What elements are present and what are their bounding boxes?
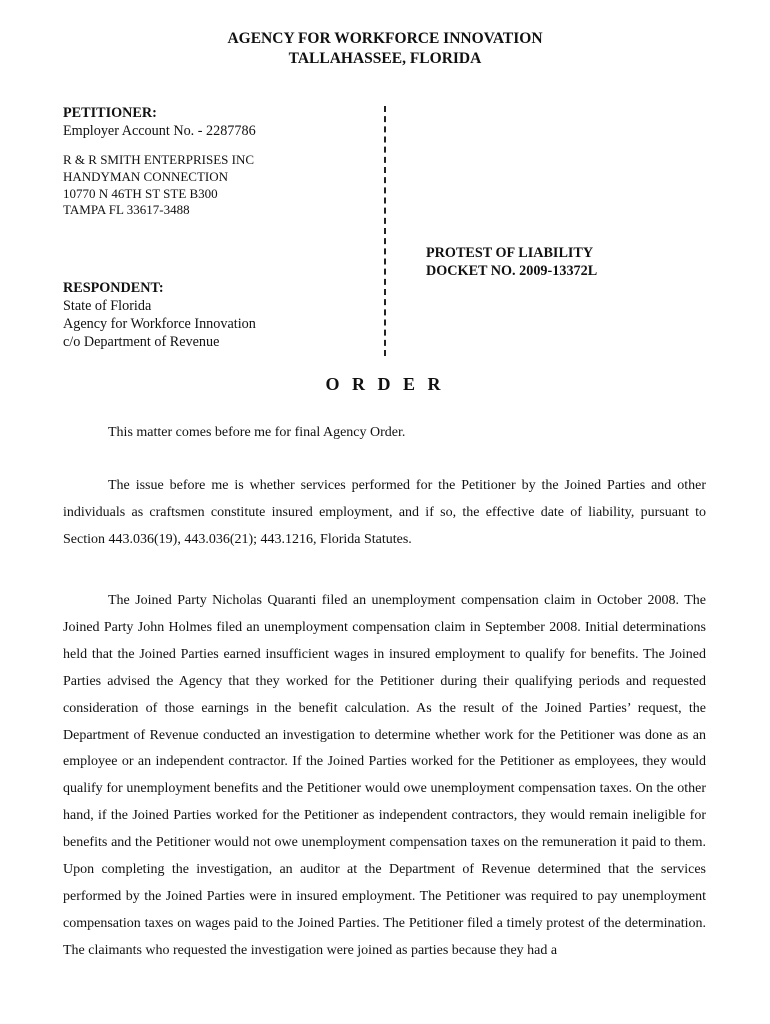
document-header — [0, 29, 770, 69]
address-line: R & R SMITH ENTERPRISES INC — [63, 152, 255, 167]
paragraph-text: The issue before me is whether services performed for the Petitioner by the Joined Parties and other individuals as craftsmen constitute insured employment, and if so, the effective date of liability, pursuant to Section 443.036(19), 443.036(21); 443.1216, Florida Statutes. — [63, 478, 706, 547]
respondent-line: Agency for Workforce Innovation — [63, 316, 256, 332]
paragraph-text: This matter comes before me for final Agency Order. — [108, 425, 406, 440]
docket-number: DOCKET NO. 2009-13372L — [426, 263, 598, 279]
employer-account: Employer Account No. - 2287786 — [63, 123, 256, 139]
case-type: PROTEST OF LIABILITY — [426, 245, 594, 261]
agency-name: AGENCY FOR WORKFORCE INNOVATION — [227, 30, 543, 47]
respondent-line: State of Florida — [63, 298, 152, 314]
respondent-block — [63, 279, 363, 351]
order-paragraph — [63, 473, 706, 554]
address-line: TAMPA FL 33617-3488 — [63, 202, 190, 218]
address-line: 10770 N 46TH ST STE B300 — [63, 185, 218, 201]
respondent-line: c/o Department of Revenue — [63, 334, 220, 350]
case-info — [426, 244, 597, 280]
order-paragraph — [63, 420, 706, 447]
respondent-label: RESPONDENT: — [63, 280, 164, 296]
petitioner-block — [63, 104, 363, 219]
caption-divider — [384, 106, 386, 356]
petitioner-label: PETITIONER: — [63, 105, 157, 121]
order-paragraph — [63, 588, 706, 965]
address-line: HANDYMAN CONNECTION — [63, 168, 229, 184]
agency-location: TALLAHASSEE, FLORIDA — [288, 50, 482, 67]
order-title: O R D E R — [325, 374, 445, 394]
paragraph-text: The Joined Party Nicholas Quaranti filed an unemployment compensation claim in October 2008. The Joined Party John Holmes filed an unemployment compensation claim in September 2008. Initial determinations held that the Joined Parties earned insufficient wages in insured employment to qualify for benefits. The Joined Parties advised the Agency that they worked for the Petitioner during their qualifying periods and requested consideration of those earnings in the benefit calculation. As the result of the Joined Parties’ request, the Department of Revenue conducted an investigation to determine whether work for the Petitioner was done as an employee or an independent contractor. If the Joined Parties worked for the Petitioner as employees, they would qualify for unemployment benefits and the Petitioner would owe unemployment compensation taxes. On the other hand, if the Joined Parties worked for the Petitioner as independent contractors, they would remain ineligible for benefits and the Petitioner would not owe unemployment compensation taxes on the remuneration it paid to them. Upon completing the investigation, an auditor at the Department of Revenue determined that the services performed by the Joined Parties were in insured employment. The Petitioner was required to pay unemployment compensation taxes on wages paid to the Joined Parties. The Petitioner filed a timely protest of the determination. The claimants who requested the investigation were joined as parties because they had a — [63, 593, 706, 958]
petitioner-address — [63, 152, 363, 219]
